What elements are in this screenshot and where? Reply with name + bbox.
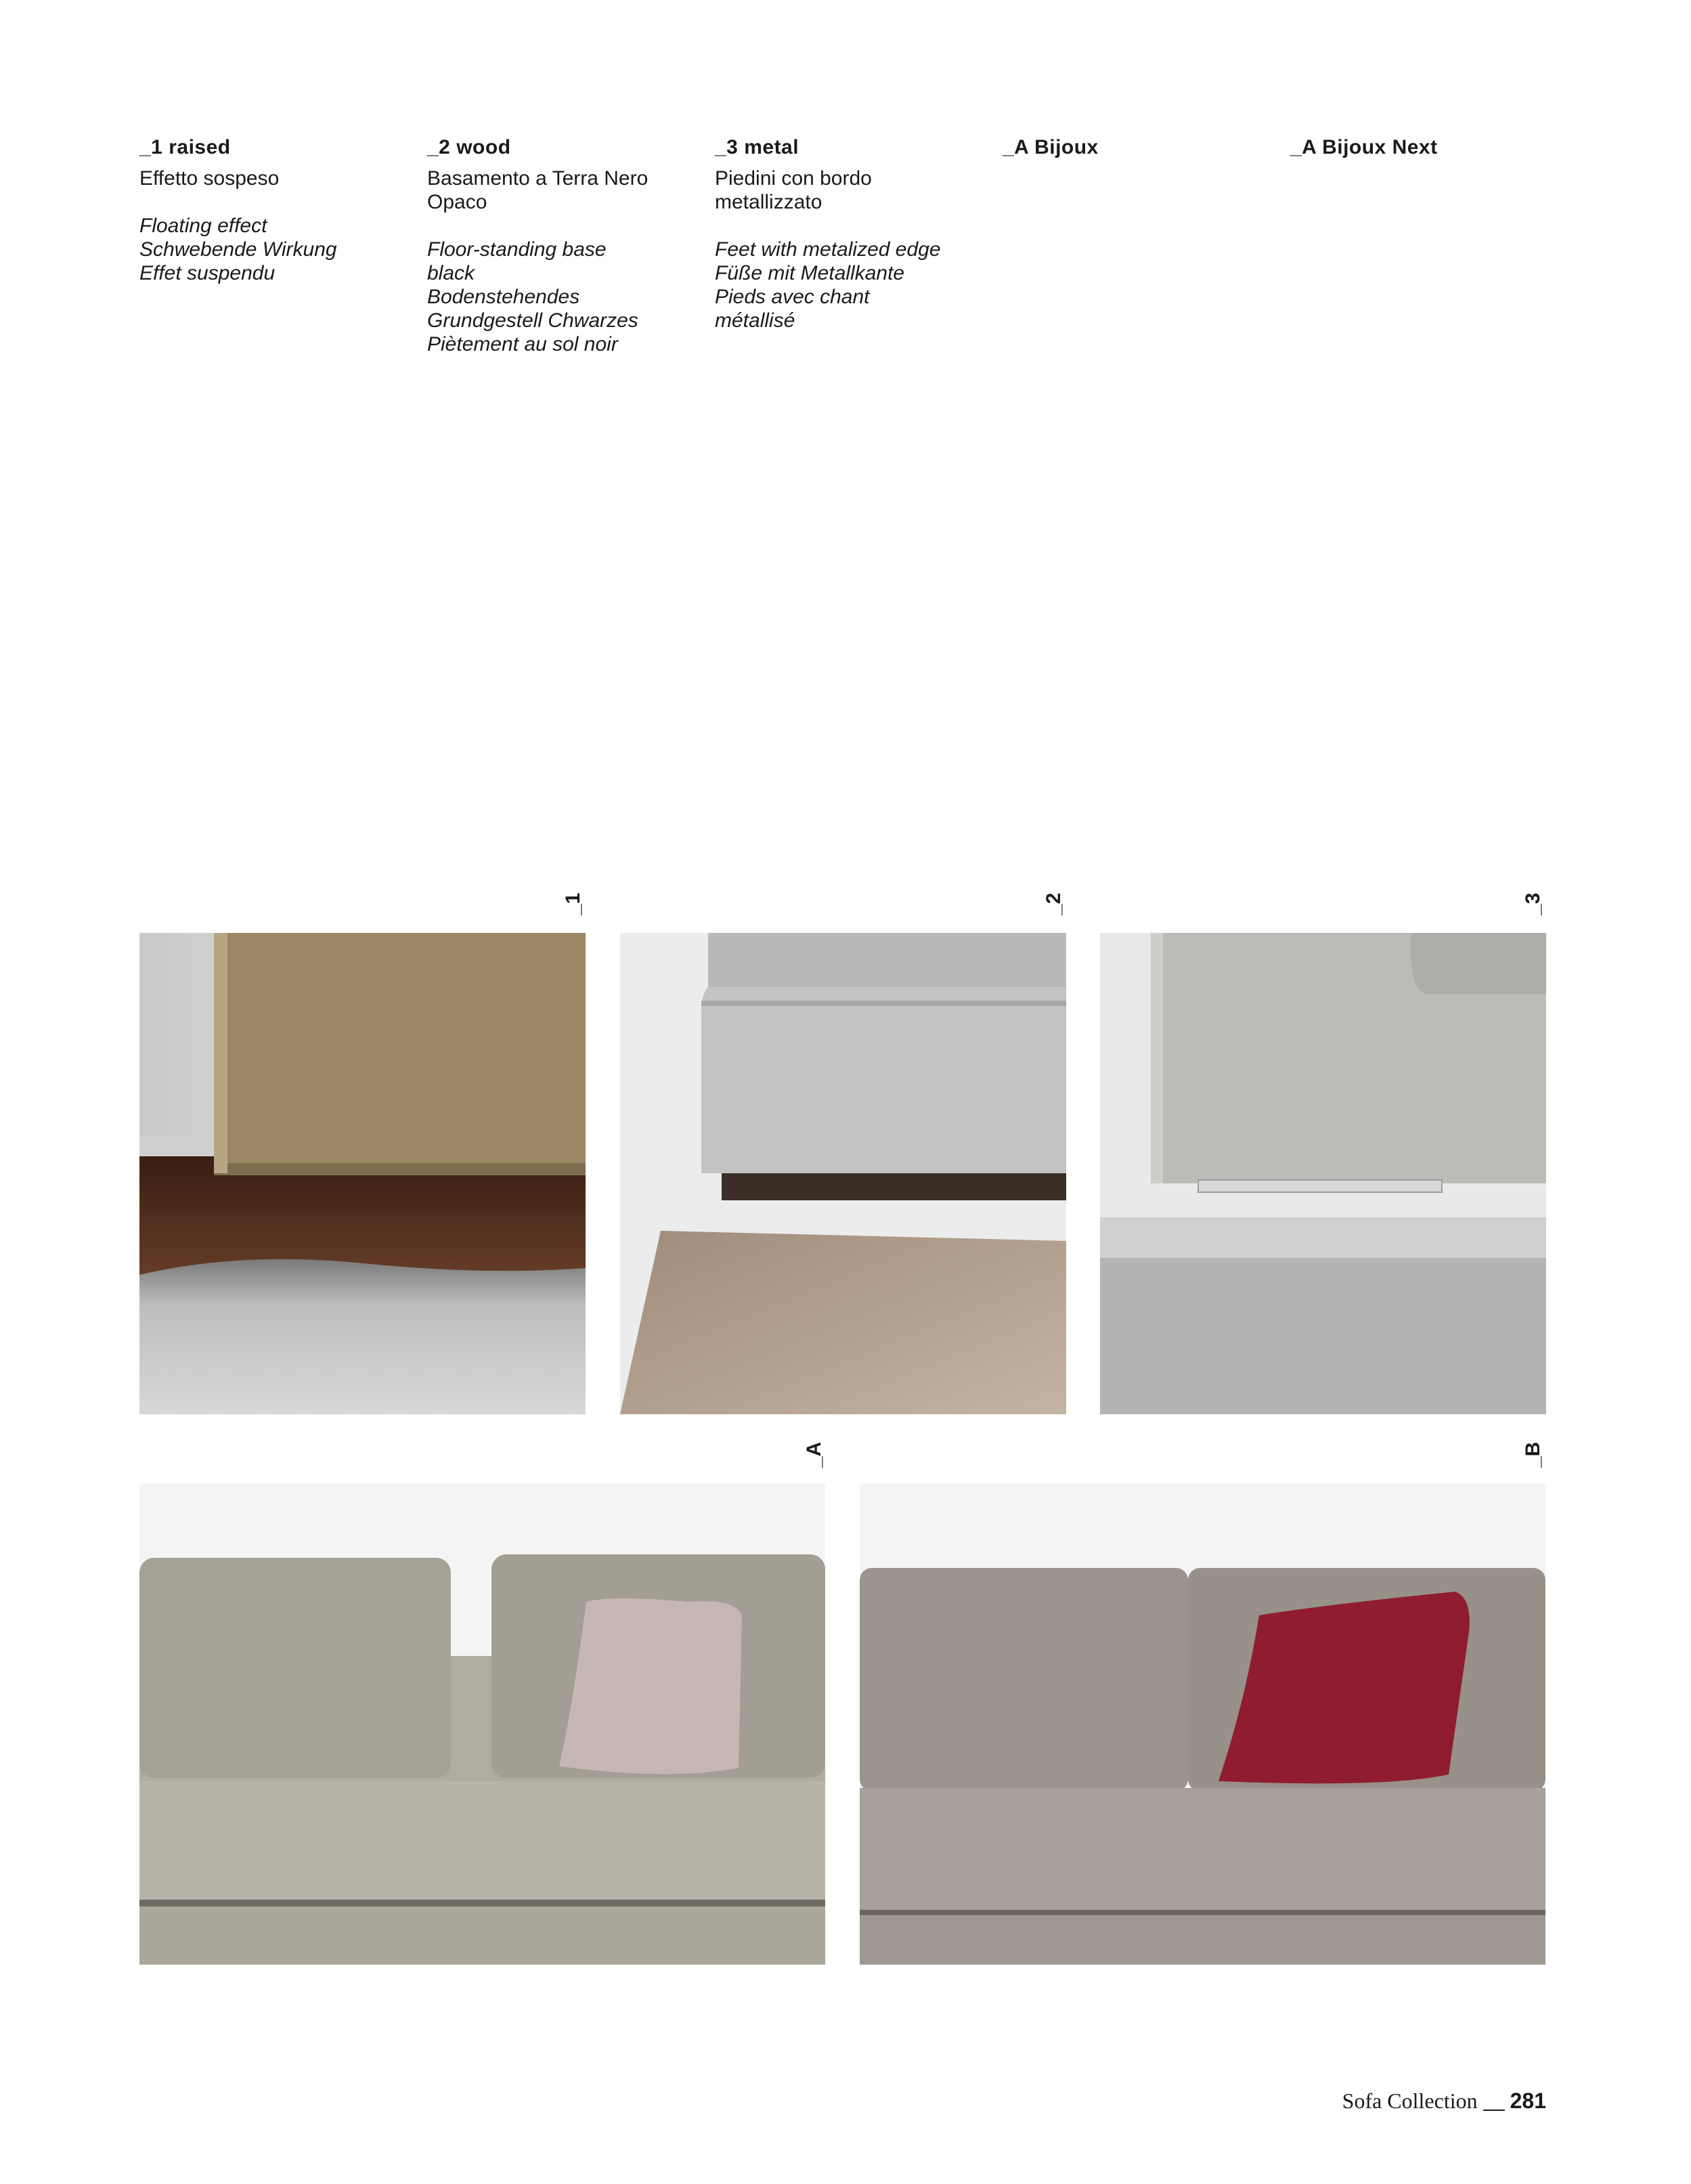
column-bijoux-next bbox=[1290, 135, 1554, 167]
page-footer bbox=[1342, 2089, 1546, 2114]
page-number: 281 bbox=[1510, 2089, 1546, 2113]
photo-bijoux-next-sofa bbox=[860, 1483, 1545, 1965]
photo-bijoux-sofa bbox=[139, 1483, 825, 1965]
translation-line: Feet with metalized edge bbox=[715, 238, 941, 261]
translations bbox=[139, 214, 403, 285]
italian-line: Effetto sospeso bbox=[139, 167, 280, 190]
translation-line: Grundgestell Chwarzes bbox=[427, 309, 638, 332]
photo-wood-detail bbox=[620, 933, 1066, 1414]
column-metal bbox=[715, 135, 979, 332]
translation-line: Floor-standing base bbox=[427, 238, 607, 261]
translation-line: Pieds avec chant bbox=[715, 286, 870, 308]
translations bbox=[715, 238, 979, 332]
column-raised bbox=[139, 135, 403, 285]
footer-brand: Sofa Collection bbox=[1342, 2089, 1478, 2113]
column-heading: _1 raised bbox=[139, 136, 231, 158]
translations bbox=[427, 238, 691, 356]
column-heading: _2 wood bbox=[427, 136, 511, 158]
translation-line: métallisé bbox=[715, 309, 795, 332]
photo-raised-detail bbox=[139, 933, 586, 1414]
footer-separator bbox=[1483, 2110, 1505, 2111]
column-heading: _A Bijoux Next bbox=[1290, 136, 1438, 158]
translation-line: Effet suspendu bbox=[139, 262, 276, 284]
italian-text bbox=[715, 167, 979, 214]
italian-line: Basamento a Terra Nero bbox=[427, 167, 649, 190]
column-heading: _A Bijoux bbox=[1003, 136, 1099, 158]
photo-label-2: _2 bbox=[1042, 892, 1065, 915]
photo-label-a: _A bbox=[803, 1441, 825, 1468]
italian-line: metallizzato bbox=[715, 191, 822, 213]
column-heading: _3 metal bbox=[715, 136, 799, 158]
italian-line: Opaco bbox=[427, 191, 487, 213]
photo-metal-detail bbox=[1100, 933, 1546, 1414]
column-wood bbox=[427, 135, 691, 356]
translation-line: Schwebende Wirkung bbox=[139, 238, 337, 261]
column-bijoux bbox=[1003, 135, 1267, 167]
photo-label-3: _3 bbox=[1522, 892, 1544, 915]
translation-line: black bbox=[427, 262, 475, 284]
translation-line: Piètement au sol noir bbox=[427, 333, 618, 355]
translation-line: Füße mit Metallkante bbox=[715, 262, 905, 284]
italian-text bbox=[427, 167, 691, 214]
italian-text bbox=[139, 167, 403, 190]
translation-line: Bodenstehendes bbox=[427, 286, 580, 308]
photo-label-b: _B bbox=[1522, 1441, 1544, 1468]
italian-line: Piedini con bordo bbox=[715, 167, 872, 190]
translation-line: Floating effect bbox=[139, 215, 267, 237]
photo-label-1: _1 bbox=[562, 892, 584, 915]
